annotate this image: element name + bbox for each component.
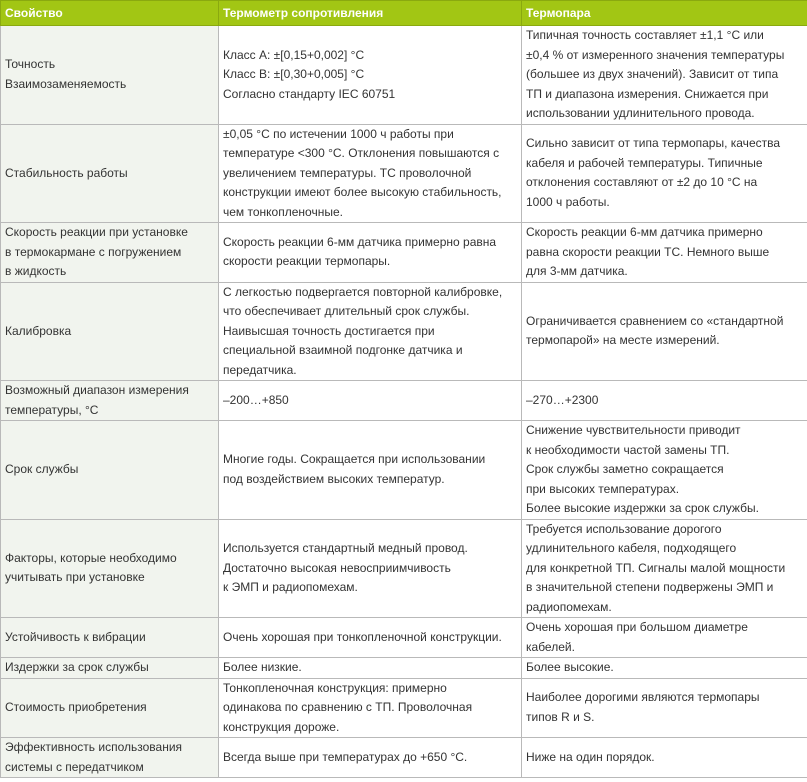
cell-text-line: Точность <box>5 57 56 72</box>
cell-text-line: Устойчивость к вибрации <box>5 629 146 644</box>
cell-text-line: Класс A: ±[0,15+0,002] °C <box>223 47 365 62</box>
cell-text-line: Возможный диапазон измерения <box>5 383 189 397</box>
cell-text-line: Срок службы <box>5 462 79 476</box>
cell-text-line: Стабильность работы <box>5 165 128 180</box>
header-rtd: Термометр сопротивления <box>219 1 522 26</box>
cell-text-line: –270…+2300 <box>526 392 599 407</box>
cell-text-line: ТП и диапазона измерения. Снижается при <box>526 86 769 101</box>
property-cell <box>1 738 219 778</box>
cell-text-line: Скорость реакции при установке <box>5 225 188 239</box>
cell-text-line: 1000 ч работы. <box>526 194 610 209</box>
rtd-cell <box>219 658 522 679</box>
cell-text-line: в термокармане с погружением <box>5 244 182 259</box>
thermocouple-cell <box>522 26 807 125</box>
thermocouple-cell <box>522 658 807 679</box>
cell-text-line: использовании удлинительного провода. <box>526 106 755 120</box>
header-row <box>1 1 807 26</box>
cell-text-line: увеличением температуры. ТС проволочной <box>223 165 472 180</box>
table-row <box>1 124 807 223</box>
cell-text-line: кабеля и рабочей температуры. Типичные <box>526 155 763 170</box>
cell-text-line: отклонения составляют от ±2 до 10 °C на <box>526 175 758 190</box>
rtd-cell <box>219 223 522 283</box>
table-row <box>1 381 807 421</box>
table-row <box>1 26 807 125</box>
thermocouple-cell <box>522 678 807 738</box>
property-cell <box>1 421 219 520</box>
rtd-cell <box>219 282 522 381</box>
cell-text-line: Тонкопленочная конструкция: примерно <box>223 680 447 695</box>
rtd-cell <box>219 26 522 125</box>
cell-text-line: Взаимозаменяемость <box>5 76 127 91</box>
rtd-cell <box>219 519 522 618</box>
cell-text-line: Класс B: ±[0,30+0,005] °C <box>223 67 365 81</box>
cell-text-line: С легкостью подвергается повторной калибровке, <box>223 284 503 299</box>
rtd-cell <box>219 738 522 778</box>
thermocouple-cell <box>522 738 807 778</box>
cell-text-line: Ограничивается сравнением со «стандартной <box>526 313 784 328</box>
table-row <box>1 421 807 520</box>
table-row <box>1 223 807 283</box>
rtd-cell <box>219 618 522 658</box>
cell-text-line: в жидкость <box>5 264 67 278</box>
table-row <box>1 658 807 679</box>
cell-text-line: Достаточно высокая невосприимчивость <box>223 560 451 575</box>
cell-text-line: температуре <300 °C. Отклонения повышаются с <box>223 146 500 160</box>
property-cell <box>1 282 219 381</box>
cell-text-line: к необходимости частой замены ТП. <box>526 442 730 457</box>
cell-text-line: Требуется использование дорогого <box>526 521 722 536</box>
cell-text-line: учитывать при установке <box>5 570 145 585</box>
property-cell <box>1 381 219 421</box>
cell-text-line: Типичная точность составляет ±1,1 °C или <box>526 28 764 42</box>
thermocouple-cell <box>522 124 807 223</box>
cell-text-line: температуры, °C <box>5 402 99 417</box>
cell-text-line: Сильно зависит от типа термопары, качества <box>526 136 781 151</box>
cell-text-line: конструкция дороже. <box>223 719 340 734</box>
cell-text-line: что обеспечивает длительный срок службы. <box>223 304 470 318</box>
cell-text-line: равна скорости реакции ТС. Немного выше <box>526 244 770 259</box>
property-cell <box>1 26 219 125</box>
cell-text-line: Срок службы заметно сокращается <box>526 462 724 476</box>
cell-text-line: (большее из двух значений). Зависит от типа <box>526 67 779 81</box>
property-cell <box>1 223 219 283</box>
thermocouple-cell <box>522 282 807 381</box>
cell-text-line: Издержки за срок службы <box>5 660 149 674</box>
property-cell <box>1 519 219 618</box>
rtd-cell <box>219 124 522 223</box>
cell-text-line: под воздействием высоких температур. <box>223 471 445 486</box>
cell-text-line: Стоимость приобретения <box>5 700 147 714</box>
cell-text-line: Снижение чувствительности приводит <box>526 423 741 437</box>
cell-text-line: Факторы, которые необходимо <box>5 550 177 565</box>
cell-text-line: системы с передатчиком <box>5 759 144 774</box>
cell-text-line: при высоких температурах. <box>526 481 680 496</box>
thermocouple-cell <box>522 223 807 283</box>
cell-text-line: передатчика. <box>223 362 297 377</box>
cell-text-line: ±0,05 °C по истечении 1000 ч работы при <box>223 126 454 141</box>
cell-text-line: Эффективность использования <box>5 740 183 754</box>
table-row <box>1 738 807 778</box>
cell-text-line: Наиболее дорогими являются термопары <box>526 690 760 705</box>
property-cell <box>1 124 219 223</box>
table-row <box>1 618 807 658</box>
thermocouple-cell <box>522 421 807 520</box>
table-row <box>1 282 807 381</box>
property-cell <box>1 618 219 658</box>
cell-text-line: Калибровка <box>5 323 72 338</box>
cell-text-line: Очень хорошая при тонкопленочной конструкции. <box>223 629 502 644</box>
cell-text-line: ±0,4 % от измеренного значения температуры <box>526 47 785 62</box>
cell-text-line: –200…+850 <box>223 392 289 407</box>
cell-text-line: в значительной степени подвержены ЭМП и <box>526 580 774 594</box>
thermocouple-cell <box>522 381 807 421</box>
cell-text-line: Более низкие. <box>223 660 302 674</box>
cell-text-line: радиопомехам. <box>526 599 612 614</box>
cell-text-line: для конкретной ТП. Сигналы малой мощности <box>526 560 786 575</box>
cell-text-line: Используется стандартный медный провод. <box>223 541 468 555</box>
cell-text-line: чем тонкопленочные. <box>223 204 343 219</box>
header-property: Свойство <box>1 1 219 26</box>
rtd-cell <box>219 421 522 520</box>
cell-text-line: для 3-мм датчика. <box>526 264 628 278</box>
cell-text-line: Скорость реакции 6-мм датчика примерно <box>526 225 763 239</box>
table-row <box>1 519 807 618</box>
rtd-cell <box>219 381 522 421</box>
thermocouple-cell <box>522 618 807 658</box>
cell-text-line: к ЭМП и радиопомехам. <box>223 580 358 594</box>
cell-text-line: Более высокие издержки за срок службы. <box>526 501 759 515</box>
thermocouple-cell <box>522 519 807 618</box>
cell-text-line: конструкции имеют более высокую стабильность, <box>223 185 502 199</box>
rtd-cell <box>219 678 522 738</box>
cell-text-line: Всегда выше при температурах до +650 °C. <box>223 749 468 764</box>
cell-text-line: Многие годы. Сокращается при использовании <box>223 452 486 467</box>
cell-text-line: Скорость реакции 6-мм датчика примерно равна <box>223 234 497 249</box>
cell-text-line: Наивысшая точность достигается при <box>223 323 435 338</box>
cell-text-line: типов R и S. <box>526 709 595 724</box>
property-cell <box>1 678 219 738</box>
cell-text-line: специальной взаимной подгонке датчика и <box>223 343 463 357</box>
cell-text-line: Ниже на один порядок. <box>526 749 655 764</box>
cell-text-line: Очень хорошая при большом диаметре <box>526 620 748 634</box>
cell-text-line: Согласно стандарту IEC 60751 <box>223 86 396 101</box>
cell-text-line: одинакова по сравнению с ТП. Проволочная <box>223 700 473 714</box>
cell-text-line: скорости реакции термопары. <box>223 254 391 269</box>
table-row <box>1 678 807 738</box>
cell-text-line: кабелей. <box>526 639 575 654</box>
cell-text-line: термопарой» на месте измерений. <box>526 333 720 348</box>
cell-text-line: Более высокие. <box>526 660 614 674</box>
cell-text-line: удлинительного кабеля, подходящего <box>526 541 737 555</box>
header-thermocouple: Термопара <box>522 1 807 26</box>
property-cell <box>1 658 219 679</box>
